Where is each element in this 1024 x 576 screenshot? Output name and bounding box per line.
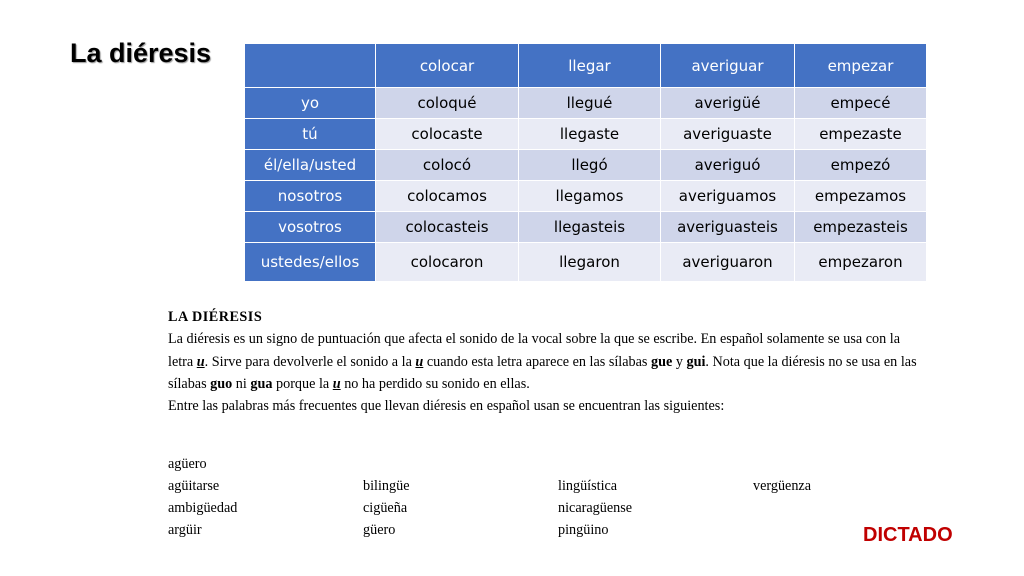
table-row	[245, 119, 927, 150]
slide-title: La diéresis	[70, 38, 212, 68]
emphasis-u: u	[332, 375, 341, 392]
conjugation-table	[245, 44, 927, 282]
word: agüitarse	[168, 478, 220, 494]
word: pingüino	[558, 522, 609, 538]
table-cell: empecé	[795, 88, 927, 119]
table-cell: empezó	[795, 150, 927, 181]
word: güero	[363, 522, 396, 538]
word: ambigüedad	[168, 500, 238, 516]
text-run: no ha perdido su sonido en ellas.	[340, 375, 530, 392]
word: agüero	[168, 456, 207, 472]
emphasis-u: u	[415, 353, 424, 370]
pronoun-cell: tú	[245, 119, 376, 150]
table-cell: averiguaste	[661, 119, 795, 150]
pronoun-cell: yo	[245, 88, 376, 119]
document-paragraph: Entre las palabras más frecuentes que llevan diéresis en español usan se encuentran las siguientes:	[168, 398, 725, 415]
table-row	[245, 181, 927, 212]
table-cell: averiguó	[661, 150, 795, 181]
text-run: porque la	[272, 375, 333, 392]
table-cell: llegué	[519, 88, 661, 119]
table-cell: averigüé	[661, 88, 795, 119]
table-cell: empezaron	[795, 243, 927, 282]
table-row	[245, 88, 927, 119]
text-run: La diéresis es un signo de puntuación que afecta el sonido de la vocal sobre la que se escribe. En español solamente se usa con la letra	[168, 331, 900, 370]
word-row	[168, 497, 868, 519]
table-cell: empezamos	[795, 181, 927, 212]
text-run: cuando esta letra aparece en las sílabas	[423, 353, 651, 370]
table-cell: averiguamos	[661, 181, 795, 212]
emphasis-u: u	[196, 353, 205, 370]
table-row	[245, 150, 927, 181]
document-heading: LA DIÉRESIS	[168, 309, 263, 325]
text-run: y	[672, 353, 687, 370]
table-cell: coloqué	[376, 88, 519, 119]
table-cell: colocó	[376, 150, 519, 181]
table-cell: averiguasteis	[661, 212, 795, 243]
table-header-cell: empezar	[795, 44, 927, 88]
table-cell: empezasteis	[795, 212, 927, 243]
table-cell: llegaron	[519, 243, 661, 282]
word: bilingüe	[363, 478, 410, 494]
table-row	[245, 243, 927, 282]
pronoun-cell: vosotros	[245, 212, 376, 243]
dictado-label: DICTADO	[863, 524, 953, 546]
word: lingüística	[558, 478, 618, 494]
word-row	[168, 453, 868, 475]
word: nicaragüense	[558, 500, 633, 516]
table-cell: llegamos	[519, 181, 661, 212]
emphasis-syllable: guo	[210, 375, 233, 392]
table-cell: llegó	[519, 150, 661, 181]
table-cell: llegasteis	[519, 212, 661, 243]
table-cell: colocaste	[376, 119, 519, 150]
table-header-cell: llegar	[519, 44, 661, 88]
table-header-cell	[245, 44, 376, 88]
table-header-cell: colocar	[376, 44, 519, 88]
table-row	[245, 212, 927, 243]
word-list	[168, 453, 868, 541]
table-cell: colocaron	[376, 243, 519, 282]
pronoun-cell: él/ella/usted	[245, 150, 376, 181]
text-run: ni	[232, 375, 251, 392]
emphasis-syllable: gua	[250, 375, 273, 392]
document-excerpt	[168, 306, 928, 417]
pronoun-cell: ustedes/ellos	[245, 243, 376, 282]
table-cell: colocasteis	[376, 212, 519, 243]
table-header-cell: averiguar	[661, 44, 795, 88]
emphasis-syllable: gui	[686, 353, 706, 370]
table-cell: llegaste	[519, 119, 661, 150]
document-paragraph	[168, 328, 928, 395]
table-cell: averiguaron	[661, 243, 795, 282]
table-cell: empezaste	[795, 119, 927, 150]
word-row	[168, 475, 868, 497]
pronoun-cell: nosotros	[245, 181, 376, 212]
word: vergüenza	[753, 478, 812, 494]
word-row	[168, 519, 868, 541]
table-header-row	[245, 44, 927, 88]
text-run: . Nota que la diéresis no se usa en las sílabas	[168, 353, 917, 392]
word: argüir	[168, 522, 202, 538]
word: cigüeña	[363, 500, 408, 516]
text-run: . Sirve para devolverle el sonido a la	[204, 353, 416, 370]
table-cell: colocamos	[376, 181, 519, 212]
emphasis-syllable: gue	[651, 353, 673, 370]
